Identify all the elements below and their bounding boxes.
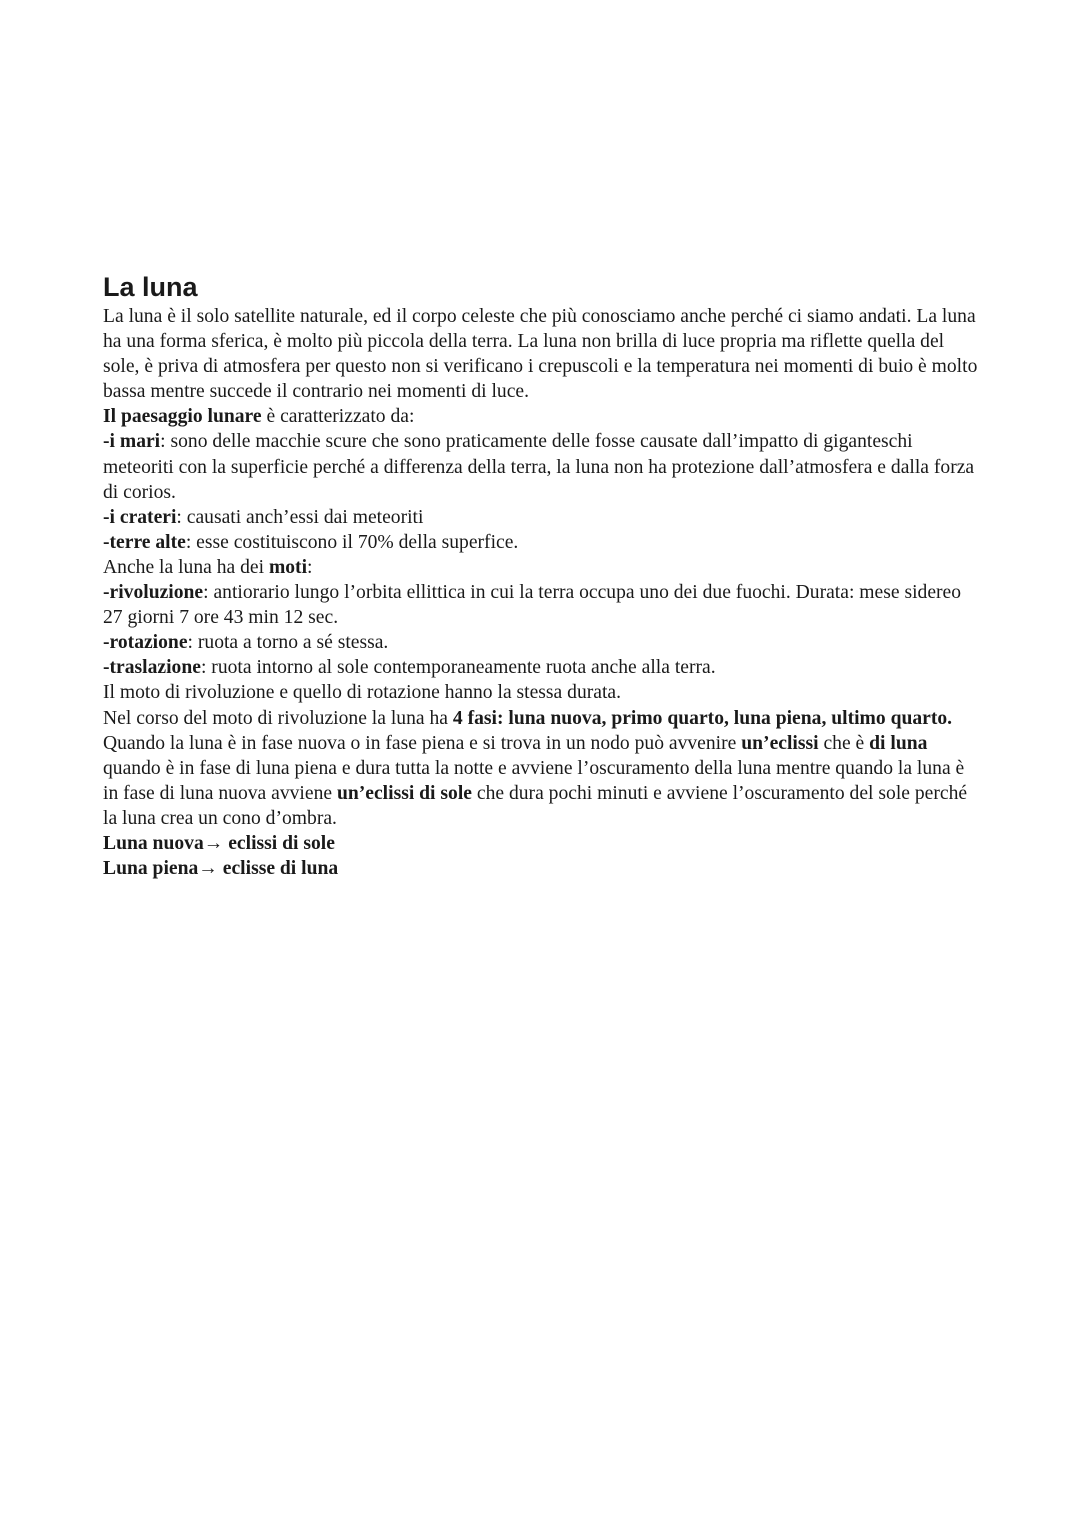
list-item — [103, 630, 983, 655]
motions-heading — [103, 555, 983, 580]
term-terre-alte: -terre alte — [103, 531, 186, 553]
desc-traslazione: : ruota intorno al sole contemporaneamente ruota anche alla terra. — [200, 657, 716, 679]
same-duration-paragraph: Il moto di rivoluzione e quello di rotazione hanno la stessa durata. — [103, 682, 622, 704]
phases-paragraph — [103, 706, 983, 731]
summary-line-full-moon — [103, 856, 983, 881]
eclipse-bold-1: un’eclissi — [741, 732, 819, 754]
term-rotazione: -rotazione — [103, 632, 188, 654]
motions-lead-bold: moti — [268, 556, 308, 578]
phases-colon: : — [496, 707, 509, 729]
landscape-lead-rest: è caratterizzato da: — [261, 406, 415, 428]
summary-new-moon: Luna nuova→ eclissi di sole — [103, 832, 335, 854]
eclipse-text-3: quando è in fase di luna piena e dura tutta la notte e avviene l’oscuramento della luna mentre quando la luna è in fase di luna nuova avviene — [103, 757, 965, 804]
landscape-lead: Il paesaggio lunare — [103, 406, 262, 428]
list-item — [103, 655, 983, 680]
summary-full-moon: Luna piena→ eclisse di luna — [103, 858, 339, 880]
document-page — [103, 270, 983, 881]
term-rivoluzione: -rivoluzione — [103, 582, 204, 604]
desc-terre-alte: : esse costituiscono il 70% della superfice. — [185, 531, 519, 553]
phases-list: luna nuova, primo quarto, luna piena, ultimo quarto. — [508, 707, 953, 729]
eclipse-text-2: che è — [818, 732, 870, 754]
list-item — [103, 505, 983, 530]
desc-mari: : sono delle macchie scure che sono praticamente delle fosse causate dall’impatto di giganteschi meteoriti con la superficie perché a differenza della terra, la luna non ha protezione dall’atmosfera e dalla forza di corios. — [103, 431, 975, 503]
motions-lead: Anche la luna ha dei — [103, 556, 269, 578]
desc-rotazione: : ruota a torno a sé stessa. — [187, 632, 389, 654]
term-crateri: -i crateri — [103, 506, 177, 528]
eclipse-text-4: che dura pochi minuti e avviene l’oscuramento del sole perché la luna crea un cono d’ombra. — [103, 782, 968, 829]
term-mari: -i mari — [103, 431, 161, 453]
eclipse-text-1: Quando la luna è in fase nuova o in fase piena e si trova in un nodo può avvenire — [103, 732, 742, 754]
intro-paragraph: La luna è il solo satellite naturale, ed il corpo celeste che più conosciamo anche perché ci siamo andati. La luna ha una forma sferica, è molto più piccola della terra. La luna non brilla di luce propria ma riflette quella del sole, è priva di atmosfera per questo non si verificano i crepuscoli e la temperatura nei momenti di buio è molto bassa mentre succede il contrario nei momenti di luce. — [103, 306, 978, 403]
term-traslazione: -traslazione — [103, 657, 201, 679]
eclipse-bold-2: di luna — [869, 732, 928, 754]
landscape-heading — [103, 404, 983, 429]
phases-plain: Nel corso del moto di rivoluzione la luna ha — [103, 707, 453, 729]
eclipse-bold-3: un’eclissi di sole — [336, 782, 472, 804]
list-item — [103, 429, 983, 504]
eclipse-paragraph — [103, 731, 983, 831]
summary-line-new-moon — [103, 831, 983, 856]
list-item — [103, 580, 983, 630]
motions-lead-end: : — [307, 556, 313, 578]
phases-count: 4 fasi — [452, 707, 497, 729]
page-title: La luna — [103, 272, 198, 302]
list-item — [103, 530, 983, 555]
desc-crateri: : causati anch’essi dai meteoriti — [176, 506, 424, 528]
desc-rivoluzione: : antiorario lungo l’orbita ellittica in cui la terra occupa uno dei due fuochi. Durata: mese sidereo 27 giorni 7 ore 43 min 12 sec. — [103, 582, 962, 629]
